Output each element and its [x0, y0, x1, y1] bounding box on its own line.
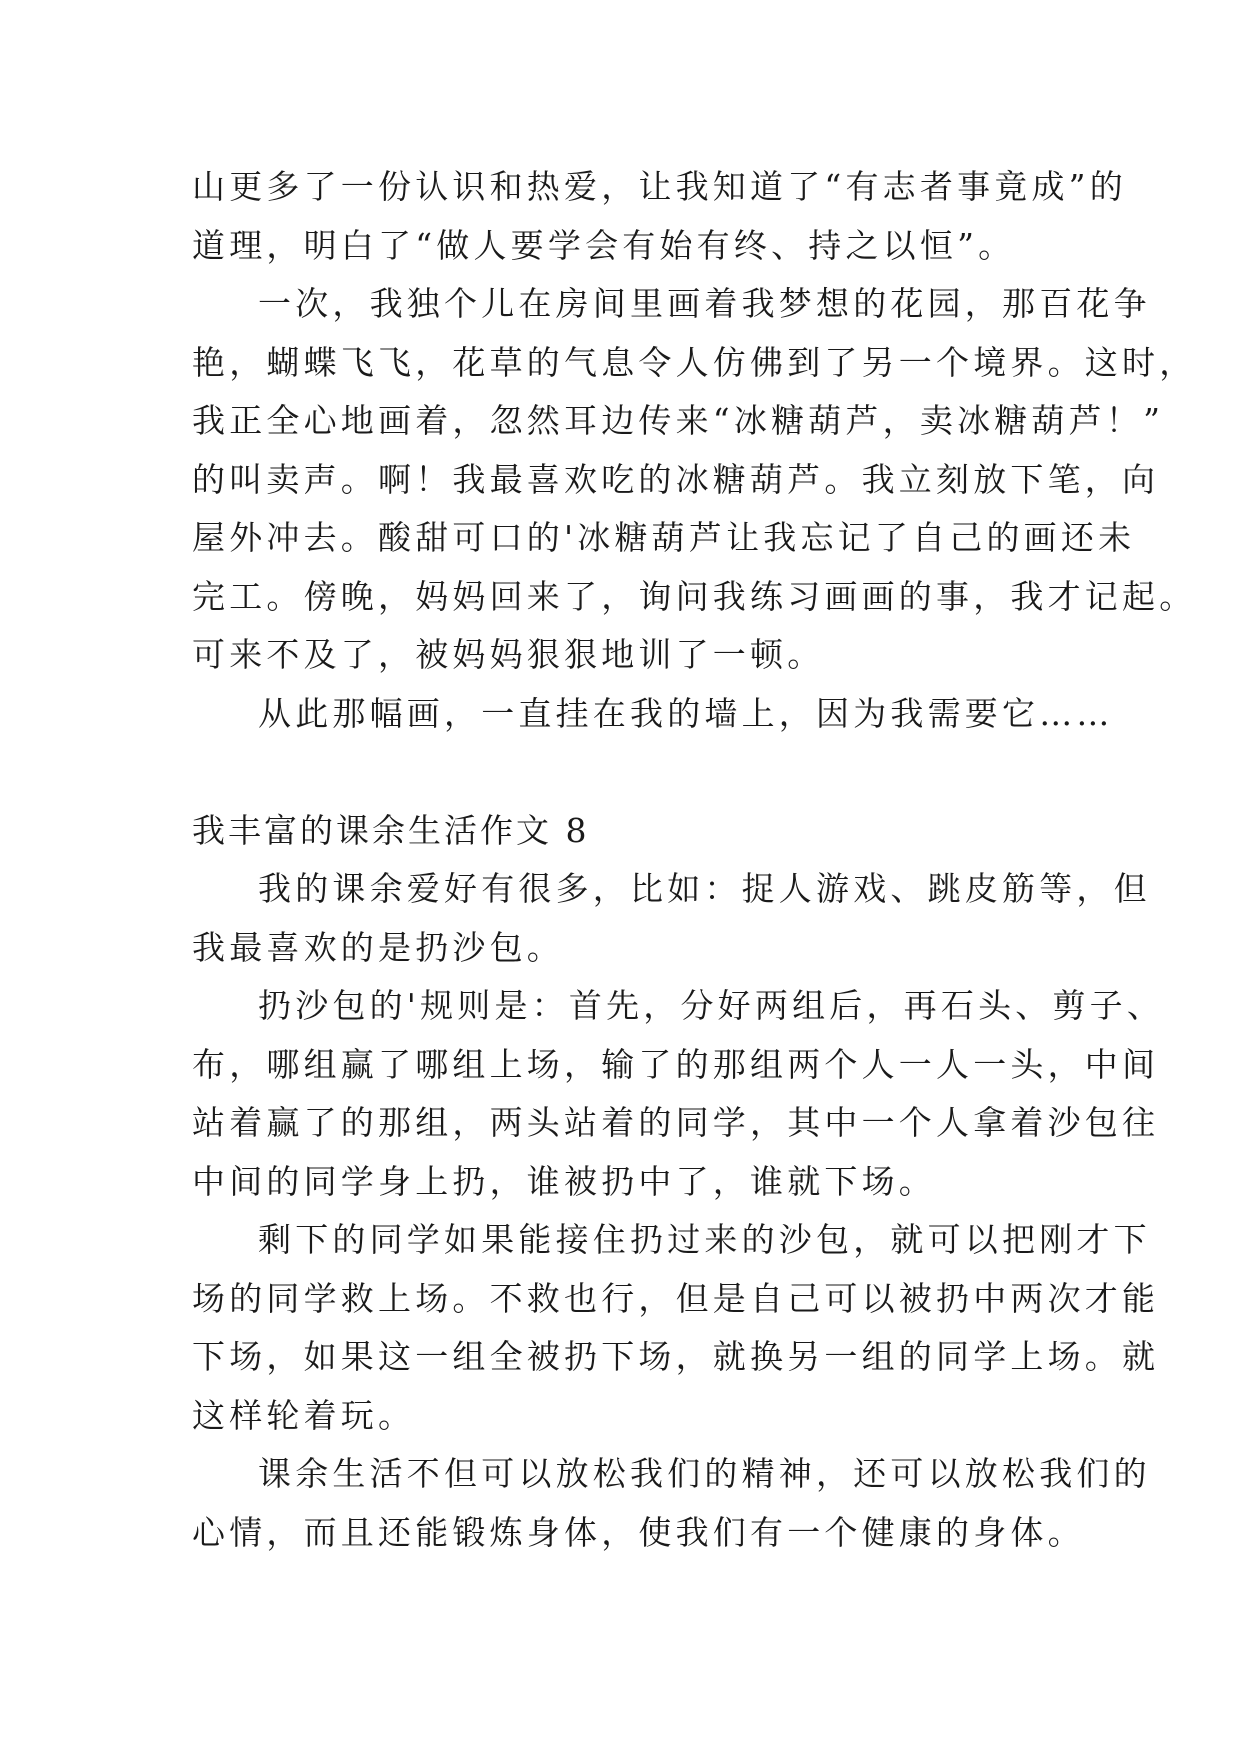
text-line: 心情，而且还能锻炼身体，使我们有一个健康的身体。 — [192, 1512, 1085, 1552]
text-line: 课余生活不但可以放松我们的精神，还可以放松我们的 — [258, 1454, 1151, 1493]
paragraph — [192, 1445, 1151, 1562]
section-spacer — [192, 743, 1072, 802]
text-line: 我最喜欢的是扔沙包。 — [192, 927, 564, 967]
paragraph — [192, 977, 1165, 1211]
text-line: 可来不及了，被妈妈狠狠地训了一顿。 — [192, 635, 825, 674]
text-line: 我正全心地画着，忽然耳边传来“冰糖葫芦，卖冰糖葫芦！” — [192, 401, 1165, 440]
text-line: 完工。傍晚，妈妈回来了，询问我练习画画的事，我才记起。 — [192, 576, 1197, 616]
text-line: 站着赢了的那组，两头站着的同学，其中一个人拿着沙包往 — [192, 1103, 1160, 1142]
paragraph — [192, 275, 1197, 685]
text-line: 道理，明白了“做人要学会有始有终、持之以恒”。 — [192, 225, 1016, 265]
paragraph — [192, 685, 1114, 744]
text-line: 艳，蝴蝶飞飞，花草的气息令人仿佛到了另一个境界。这时， — [192, 342, 1197, 382]
text-line: 布，哪组赢了哪组上场，输了的那组两个人一人一头，中间 — [192, 1044, 1160, 1084]
text-line: 山更多了一份认识和热爱，让我知道了“有志者事竟成”的 — [192, 167, 1127, 206]
text-line: 剩下的同学如果能接住扔过来的沙包，就可以把刚才下 — [258, 1220, 1151, 1259]
text-line: 一次，我独个儿在房间里画着我梦想的花园，那百花争 — [258, 284, 1151, 323]
paragraph — [192, 158, 1127, 275]
text-line: 这样轮着玩。 — [192, 1395, 416, 1435]
paragraph — [192, 1211, 1160, 1445]
document-page — [192, 158, 1197, 1562]
text-line: 的叫卖声。啊！我最喜欢吃的冰糖葫芦。我立刻放下笔，向 — [192, 459, 1160, 499]
text-line: 我的课余爱好有很多，比如：捉人游戏、跳皮筋等，但 — [258, 869, 1151, 908]
essay-title: 我丰富的课余生活作文 8 — [192, 810, 590, 850]
text-line: 从此那幅画，一直挂在我的墙上，因为我需要它…… — [258, 693, 1114, 733]
paragraph — [192, 860, 1151, 977]
text-line: 下场，如果这一组全被扔下场，就换另一组的同学上场。就 — [192, 1337, 1160, 1376]
text-line: 中间的同学身上扔，谁被扔中了，谁就下场。 — [192, 1161, 936, 1201]
text-line: 场的同学救上场。不救也行，但是自己可以被扔中两次才能 — [192, 1278, 1160, 1318]
text-line: 扔沙包的'规则是：首先，分好两组后，再石头、剪子、 — [258, 986, 1165, 1025]
text-line: 屋外冲去。酸甜可口的'冰糖葫芦让我忘记了自己的画还未 — [192, 518, 1136, 557]
